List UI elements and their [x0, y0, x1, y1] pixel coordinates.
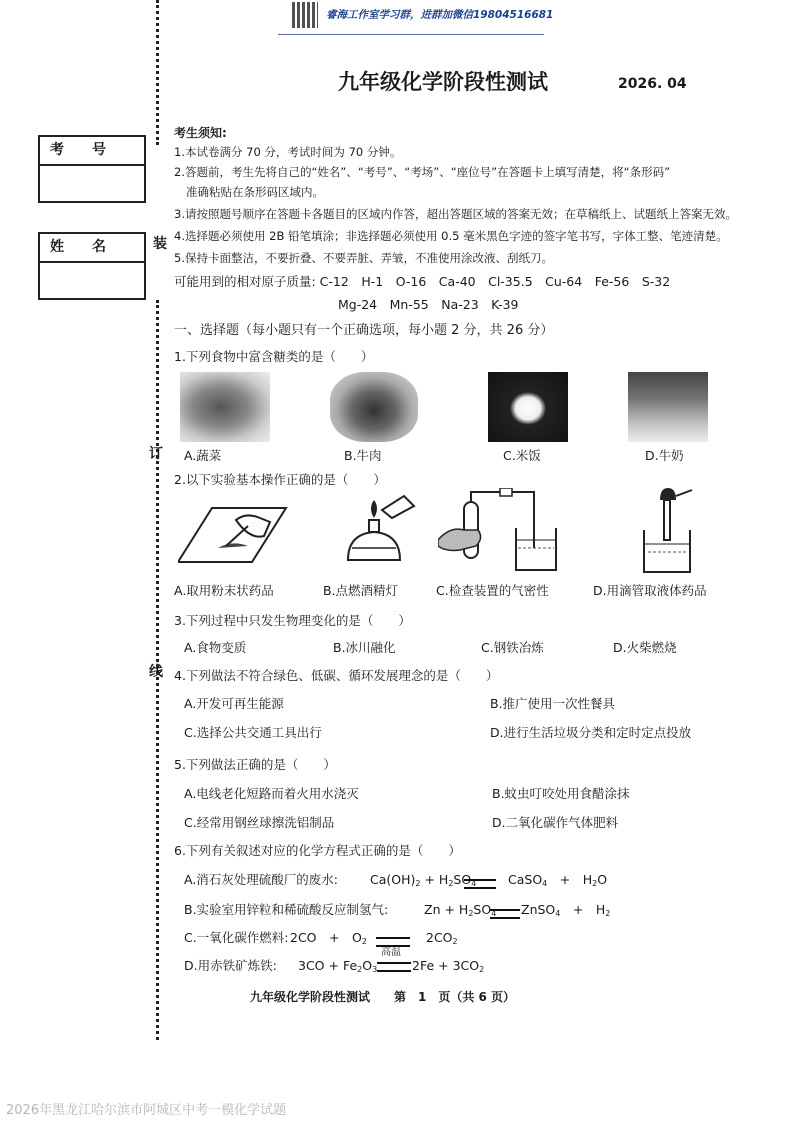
airtightness-apparatus-image: [438, 488, 568, 574]
notice-item-2: 2.答题前，考生先将自己的“姓名”、“考号”、“考场”、“座位号”在答题卡上填写清楚，将“条形码”: [174, 165, 671, 179]
page-title: 九年级化学阶段性测试: [338, 70, 548, 94]
q4-option-a: A.开发可再生能源: [184, 696, 284, 711]
notice-item-4: 4.选择题必须使用 2B 铅笔填涂；非选择题必须使用 0.5 毫米黑色字迹的签字笔书写，字体工整、笔迹清楚。: [174, 229, 728, 243]
q3-option-b: B.冰川融化: [333, 640, 396, 655]
q6-option-c-label: C.一氧化碳作燃料:: [184, 930, 289, 945]
q2-stem: 2.以下实验基本操作正确的是（ ）: [174, 472, 386, 487]
q6-c-equals-sign: [376, 937, 410, 947]
q5-option-b: B.蚊虫叮咬处用食醋涂抹: [492, 786, 630, 801]
q5-option-c: C.经常用钢丝球擦洗铝制品: [184, 815, 335, 830]
q1-option-b: B.牛肉: [344, 448, 382, 463]
binding-mark-xian: 线: [149, 664, 163, 680]
binding-dotted-line-top: [156, 0, 159, 145]
rice-image: [488, 372, 568, 442]
q4-option-b: B.推广使用一次性餐具: [490, 696, 616, 711]
q3-option-d: D.火柴燃烧: [613, 640, 677, 655]
beef-image: [330, 372, 418, 442]
notice-item-3: 3.请按照题号顺序在答题卡各题目的区域内作答，超出答题区域的答案无效；在草稿纸上、试题纸上答案无效。: [174, 207, 737, 221]
name-label: 姓 名: [50, 239, 106, 255]
q5-stem: 5.下列做法正确的是（ ）: [174, 757, 336, 772]
q5-option-a: A.电线老化短路而着火用水浇灭: [184, 786, 359, 801]
q4-option-d: D.进行生活垃圾分类和定时定点投放: [490, 725, 692, 740]
q6-stem: 6.下列有关叙述对应的化学方程式正确的是（ ）: [174, 843, 461, 858]
qr-code: [292, 2, 318, 28]
atomic-mass-line-2: Mg-24 Mn-55 Na-23 K-39: [338, 297, 519, 312]
q3-option-a: A.食物变质: [184, 640, 247, 655]
q2-option-a: A.取用粉末状药品: [174, 583, 274, 598]
atomic-mass-line-1: 可能用到的相对原子质量: C-12 H-1 O-16 Ca-40 Cl-35.5 Cu-64 Fe-56 S-32: [174, 274, 671, 289]
q3-option-c: C.钢铁冶炼: [481, 640, 544, 655]
q6-b-equals-sign: [490, 909, 520, 919]
exam-number-label: 考 号: [50, 142, 106, 158]
name-box: [38, 232, 146, 300]
watermark-text: 2026年黑龙江哈尔滨市阿城区中考一模化学试题: [6, 1103, 287, 1118]
q4-option-c: C.选择公共交通工具出行: [184, 725, 322, 740]
exam-number-box: [38, 135, 146, 203]
notice-item-2-cont: 准确粘贴在条形码区域内。: [186, 185, 324, 199]
q6-option-d-equation: $3CO + Fe_2O_3$: [298, 958, 378, 974]
binding-mark-zhuang: 装: [153, 236, 167, 252]
banner-underline: [278, 34, 544, 35]
q6-option-a-products: CaSO$_4$ + $H_2O$: [508, 872, 608, 888]
powder-operation-image: [178, 500, 288, 572]
q6-option-b-equation: $Zn + H_2SO_4$: [424, 902, 497, 918]
notice-heading: 考生须知:: [174, 126, 227, 140]
q6-option-b-products: ZnSO$_4$ + $H_2$: [521, 902, 611, 918]
q6-d-equals-sign: [377, 962, 411, 972]
exam-date: 2026. 04: [618, 76, 687, 92]
q6-option-c-products: $2CO_2$: [426, 930, 458, 946]
binding-mark-ding: 订: [149, 446, 163, 462]
alcohol-lamp-image: [338, 492, 418, 572]
q6-d-condition: 高温: [381, 947, 401, 958]
q1-option-a: A.蔬菜: [184, 448, 222, 463]
q1-option-d: D.牛奶: [645, 448, 684, 463]
q3-stem: 3.下列过程中只发生物理变化的是（ ）: [174, 613, 411, 628]
q5-option-d: D.二氧化碳作气体肥料: [492, 815, 619, 830]
q4-stem: 4.下列做法不符合绿色、低碳、循环发展理念的是（ ）: [174, 668, 499, 683]
notice-item-5: 5.保持卡面整洁，不要折叠、不要弄脏、弄皱，不准使用涂改液、刮纸刀。: [174, 251, 553, 265]
page-footer: 九年级化学阶段性测试 第 1 页（共 6 页）: [250, 990, 516, 1004]
banner-text: 睿海工作室学习群，进群加微信19804516681: [326, 9, 554, 21]
q6-option-d-label: D.用赤铁矿炼铁:: [184, 958, 277, 973]
q6-option-a-equation: $Ca(OH)_2 + H_2SO_4$: [370, 872, 477, 888]
q6-option-a-label: A.消石灰处理硫酸厂的废水:: [184, 872, 339, 887]
q6-option-b-label: B.实验室用锌粒和稀硫酸反应制氢气:: [184, 902, 389, 917]
notice-item-1: 1.本试卷满分 70 分，考试时间为 70 分钟。: [174, 145, 402, 159]
q6-a-equals-sign: [464, 879, 496, 889]
section-heading: 一、选择题（每小题只有一个正确选项，每小题 2 分，共 26 分）: [174, 323, 554, 338]
q6-option-c-equation: 2CO + $O_2$: [290, 930, 367, 946]
q1-stem: 1.下列食物中富含糖类的是（ ）: [174, 349, 374, 364]
q2-option-b: B.点燃酒精灯: [323, 583, 399, 598]
vegetable-image: [180, 372, 270, 442]
q2-option-d: D.用滴管取液体药品: [593, 583, 707, 598]
dropper-image: [630, 486, 700, 576]
q6-option-d-products: $2Fe + 3CO_2$: [412, 958, 485, 974]
q1-option-c: C.米饭: [503, 448, 541, 463]
q2-option-c: C.检查装置的气密性: [436, 583, 549, 598]
milk-image: [628, 372, 708, 442]
